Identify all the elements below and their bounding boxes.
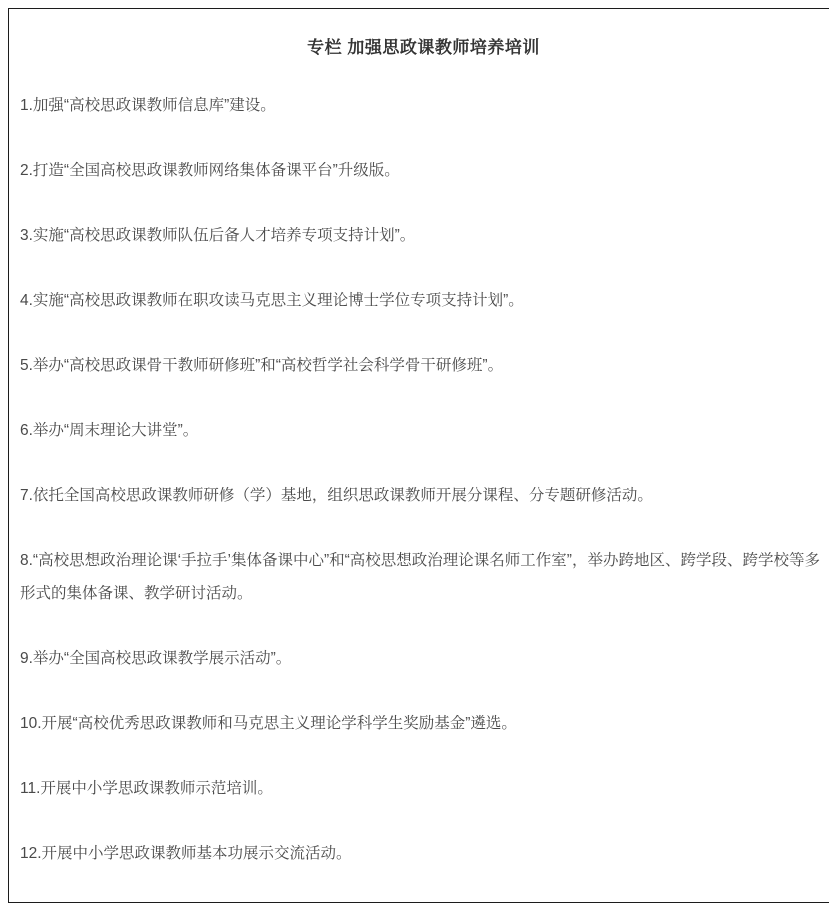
list-item-9: 9.举办“全国高校思政课教学展示活动”。 xyxy=(20,650,292,667)
list-item-8: 8.“高校思想政治理论课‘手拉手’集体备课中心”和“高校思想政治理论课名师工作室”，举办跨地区、跨学段、跨学校等多形式的集体备课、教学研讨活动。 xyxy=(20,552,820,602)
list-item-12: 12.开展中小学思政课教师基本功展示交流活动。 xyxy=(20,845,352,862)
list-item-4: 4.实施“高校思政课教师在职攻读马克思主义理论博士学位专项支持计划”。 xyxy=(20,292,524,309)
list-item-1: 1.加强“高校思政课教师信息库”建设。 xyxy=(20,97,276,114)
list-item-5: 5.举办“高校思政课骨干教师研修班”和“高校哲学社会科学骨干研修班”。 xyxy=(20,357,504,374)
list-item-10: 10.开展“高校优秀思政课教师和马克思主义理论学科学生奖励基金”遴选。 xyxy=(20,715,517,732)
list-item-7: 7.依托全国高校思政课教师研修（学）基地，组织思政课教师开展分课程、分专题研修活动。 xyxy=(20,487,653,504)
list-item-6: 6.举办“周末理论大讲堂”。 xyxy=(20,422,199,439)
page-title: 专栏 加强思政课教师培养培训 xyxy=(307,38,540,57)
list-item-3: 3.实施“高校思政课教师队伍后备人才培养专项支持计划”。 xyxy=(20,227,416,244)
list-item-2: 2.打造“全国高校思政课教师网络集体备课平台”升级版。 xyxy=(20,162,400,179)
list-item-11: 11.开展中小学思政课教师示范培训。 xyxy=(20,780,273,797)
column-box xyxy=(8,8,829,903)
